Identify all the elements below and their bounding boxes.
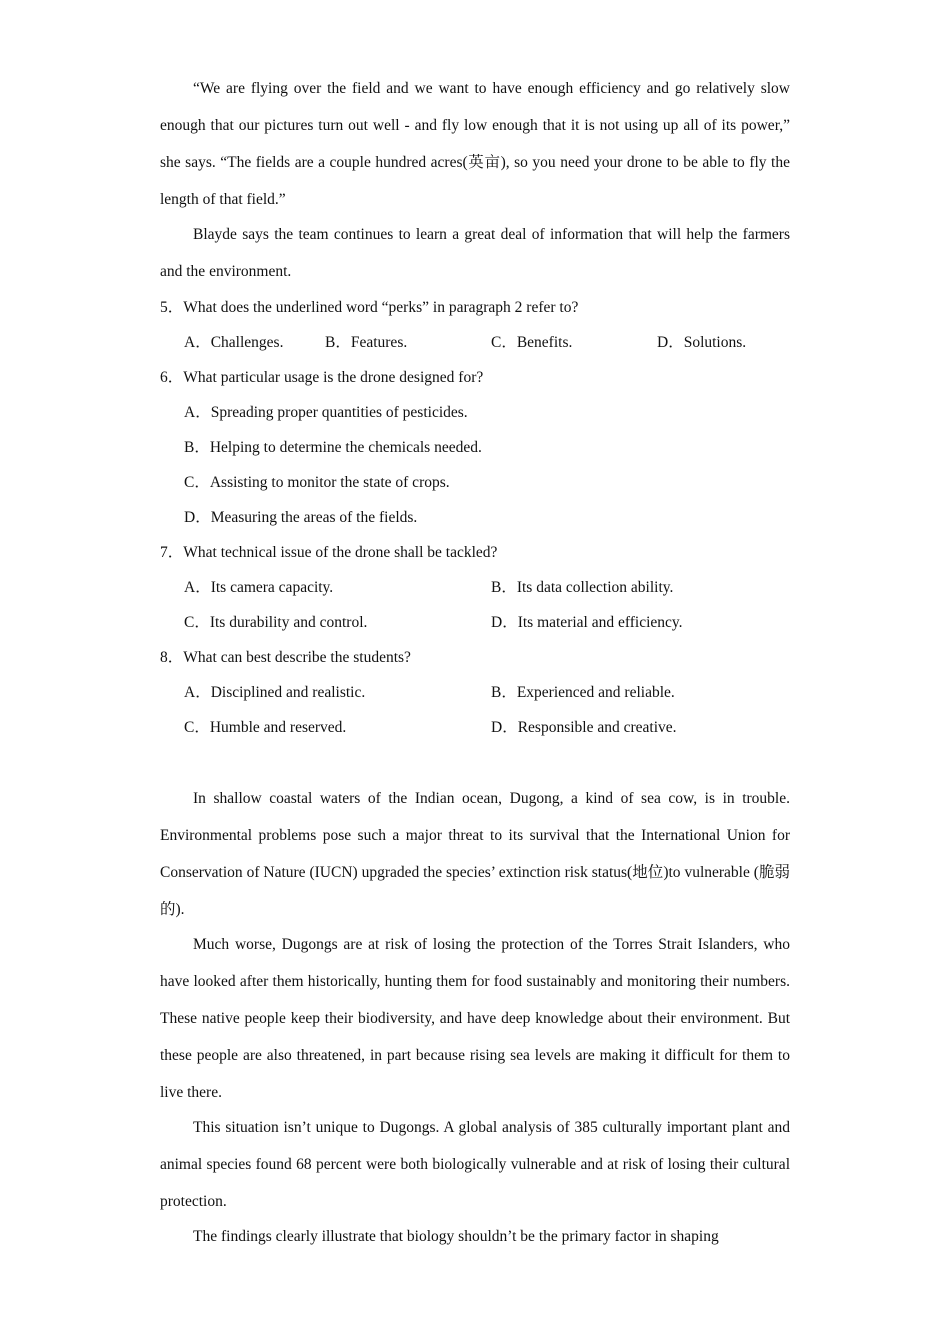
option-a: A．Disciplined and realistic. [184, 684, 366, 701]
paragraph: In shallow coastal waters of the Indian ocean, Dugong, a kind of sea cow, is in trouble. Environmental problems pose such a major threat to its survival that the International Union for Conservation of Nature (IUCN) upgraded the species’ extinction risk status(地位)to vulnerable (脆弱的). [160, 790, 790, 918]
option-a: A．Challenges. [184, 334, 284, 351]
section-gap [160, 745, 790, 780]
question-5 [160, 290, 790, 360]
question-stem: 5．What does the underlined word “perks” in paragraph 2 refer to? [160, 299, 579, 316]
paragraph: Much worse, Dugongs are at risk of losing the protection of the Torres Strait Islanders, who have looked after them historically, hunting them for food sustainably and monitoring their numbers. These native people keep their biodiversity, and have deep knowledge about their environment. But these people are also threatened, in part because rising sea levels are making it difficult for them to live there. [160, 936, 790, 1101]
options [160, 675, 790, 745]
question-8 [160, 640, 790, 745]
question-6 [160, 360, 790, 535]
question-7 [160, 535, 790, 640]
option-c: C．Benefits. [491, 334, 573, 351]
document-page [160, 70, 790, 1255]
option-d: D．Measuring the areas of the fields. [184, 509, 418, 526]
option-c: C．Humble and reserved. [184, 719, 347, 736]
option-a: A．Its camera capacity. [184, 579, 334, 596]
option-a: A．Spreading proper quantities of pesticides. [184, 404, 468, 421]
option-d: D．Responsible and creative. [491, 719, 677, 736]
option-b: B．Its data collection ability. [491, 579, 674, 596]
options [160, 325, 790, 360]
paragraph: This situation isn’t unique to Dugongs. A global analysis of 385 culturally important plant and animal species found 68 percent were both biologically vulnerable and at risk of losing their cultural protection. [160, 1119, 790, 1210]
option-b: B．Helping to determine the chemicals needed. [184, 439, 482, 456]
question-stem: 6．What particular usage is the drone designed for? [160, 369, 484, 386]
option-b: B．Features. [325, 334, 408, 351]
paragraph: “We are flying over the field and we want to have enough efficiency and go relatively slow enough that our pictures turn out well - and fly low enough that it is not using up all of its power,” she says. “The fields are a couple hundred acres(英亩), so you need your drone to be able to fly the length of that field.” [160, 80, 790, 208]
option-d: D．Solutions. [657, 334, 747, 351]
option-c: C．Assisting to monitor the state of crops. [184, 474, 450, 491]
option-c: C．Its durability and control. [184, 614, 368, 631]
question-stem: 7．What technical issue of the drone shall be tackled? [160, 544, 498, 561]
paragraph: Blayde says the team continues to learn a great deal of information that will help the farmers and the environment. [160, 226, 790, 280]
question-stem: 8．What can best describe the students? [160, 649, 411, 666]
options [160, 395, 790, 535]
option-d: D．Its material and efficiency. [491, 614, 683, 631]
options [160, 570, 790, 640]
paragraph: The findings clearly illustrate that biology shouldn’t be the primary factor in shaping [193, 1228, 719, 1245]
option-b: B．Experienced and reliable. [491, 684, 675, 701]
